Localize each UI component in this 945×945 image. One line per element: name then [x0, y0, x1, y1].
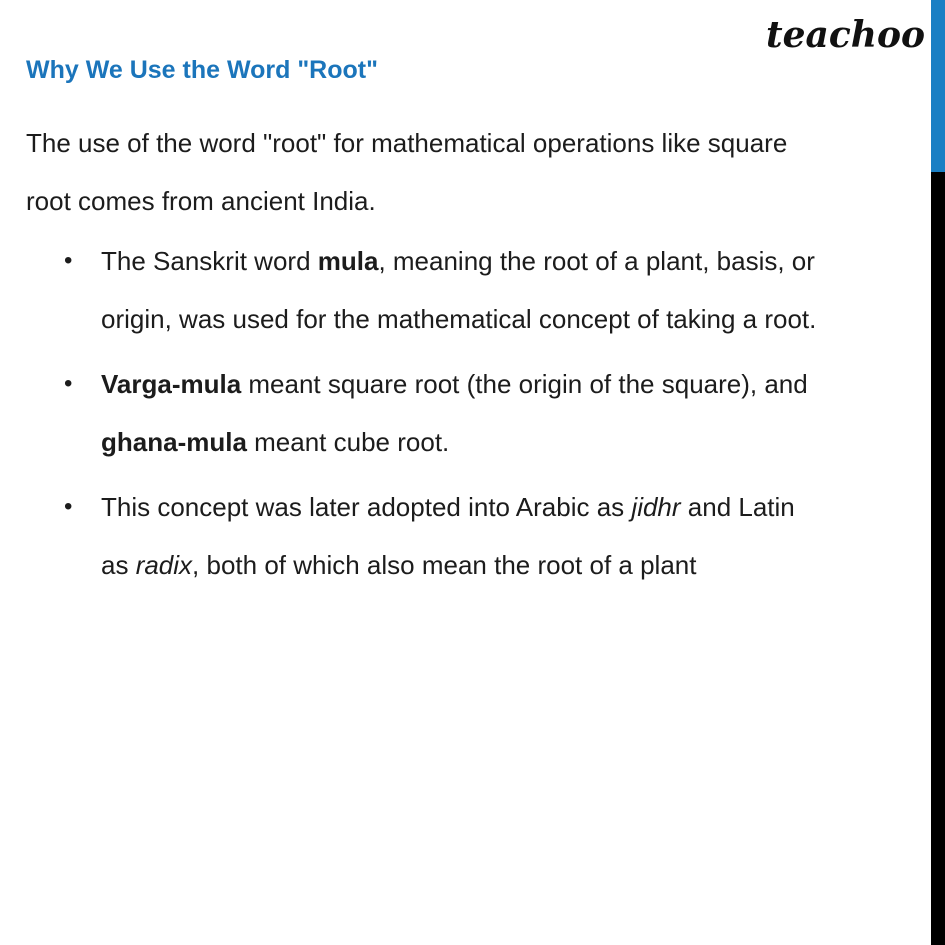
- bullet-text: This concept was later adopted into Arabic as: [101, 492, 632, 522]
- bullet-item-varga-mula: [0, 355, 930, 471]
- bullet-item-mula: [0, 232, 930, 348]
- bullet-item-arabic-latin: [0, 478, 930, 594]
- bullet-text: origin, was used for the mathematical concept of taking a root.: [101, 304, 817, 334]
- bullet-text: as: [101, 550, 136, 580]
- bullet-text: The Sanskrit word: [101, 246, 318, 276]
- right-edge-accent: [931, 0, 945, 172]
- term-radix: radix: [135, 550, 193, 580]
- page-title: Why We Use the Word "Root": [26, 56, 378, 84]
- bullet-text: , both of which also mean the root of a plant: [192, 550, 697, 580]
- term-mula: mula: [317, 246, 379, 276]
- term-ghana-mula: ghana-mula: [101, 427, 247, 457]
- bullet-text: , meaning the root of a plant, basis, or: [378, 246, 815, 276]
- bullet-text: meant square root (the origin of the square), and: [241, 369, 808, 399]
- bullet-dot: •: [64, 493, 73, 520]
- bullet-dot: •: [64, 370, 73, 397]
- bullet-text: meant cube root.: [246, 427, 450, 457]
- intro-line-1: The use of the word "root" for mathematical operations like square: [26, 128, 788, 158]
- teachoo-logo: teachoo: [766, 14, 925, 56]
- bullet-list: [0, 232, 930, 601]
- bullet-text: and Latin: [680, 492, 795, 522]
- bullet-dot: •: [64, 247, 73, 274]
- intro-paragraph: [26, 114, 916, 230]
- term-jidhr: jidhr: [631, 492, 681, 522]
- term-varga-mula: Varga-mula: [101, 369, 242, 399]
- intro-line-2: root comes from ancient India.: [26, 186, 376, 216]
